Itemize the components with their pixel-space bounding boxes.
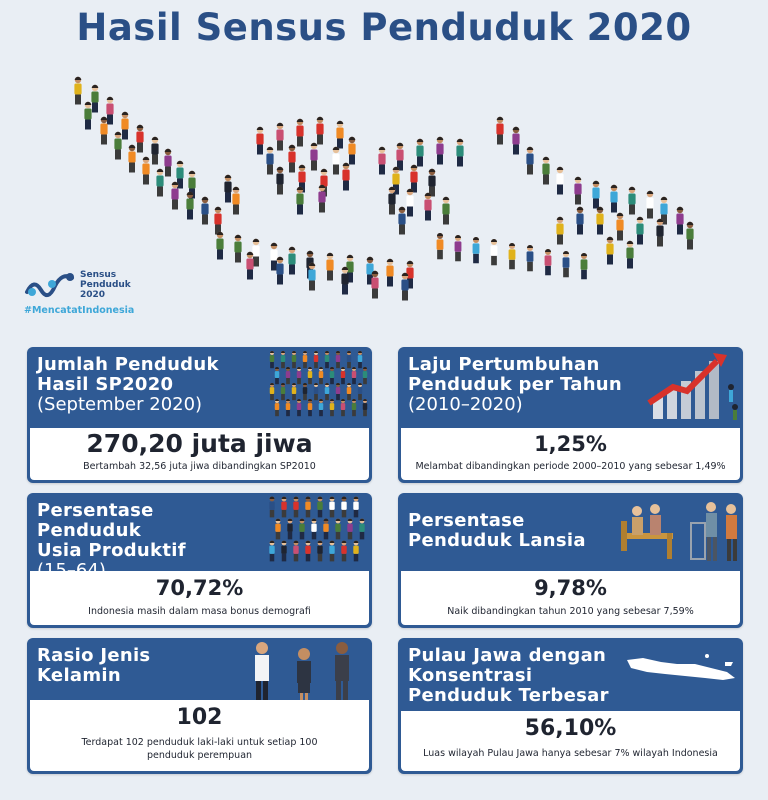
card-header (27, 347, 372, 425)
person-figure (341, 399, 345, 416)
person-figure (234, 235, 241, 263)
person-figure (275, 399, 279, 416)
card-body (401, 711, 740, 771)
person-figure (224, 175, 231, 203)
person-figure (305, 541, 310, 562)
person-figure (114, 132, 121, 160)
person-figure (455, 235, 462, 261)
card-note: Luas wilayah Pulau Jawa hanya sebesar 7% wilayah Indonesia (423, 748, 718, 759)
person-figure (342, 163, 349, 191)
person-figure (286, 367, 290, 384)
card-header (27, 493, 372, 571)
person-figure (358, 351, 362, 368)
page-title: Hasil Sensus Penduduk 2020 (76, 6, 692, 49)
person-figure (296, 119, 303, 147)
person-figure (526, 147, 533, 175)
card-value: 9,78% (534, 576, 607, 600)
card-note: Indonesia masih dalam masa bonus demografi (88, 606, 311, 617)
person-figure (314, 351, 318, 368)
growth-chart-illustration-icon (643, 347, 743, 423)
person-figure (341, 367, 345, 384)
person-figure (317, 497, 322, 518)
card-value: 70,72% (155, 576, 244, 600)
person-figure (297, 367, 301, 384)
person-figure (106, 97, 113, 125)
person-figure (576, 207, 583, 235)
person-figure (319, 367, 323, 384)
person-figure (563, 251, 570, 277)
logo-line2: Penduduk (80, 280, 131, 290)
person-figure (270, 351, 274, 368)
crowd-illustration-icon (262, 347, 372, 423)
person-figure (281, 383, 285, 400)
person-figure (286, 399, 290, 416)
person-figure (330, 399, 334, 416)
person-figure (246, 252, 253, 280)
person-figure (164, 149, 171, 177)
card-value: 102 (176, 705, 223, 730)
person-figure (308, 399, 312, 416)
person-figure (424, 193, 431, 221)
person-figure (596, 207, 603, 235)
person-figure (151, 137, 158, 165)
card-value: 56,10% (524, 716, 617, 741)
person-figure (292, 351, 296, 368)
person-figure (542, 157, 549, 185)
person-figure (308, 263, 315, 291)
person-figure (142, 157, 149, 185)
person-figure (293, 497, 298, 518)
person-figure (288, 145, 295, 173)
person-figure (292, 383, 296, 400)
person-figure (201, 197, 208, 225)
card-title: Laju Pertumbuhan Penduduk per Tahun (408, 354, 623, 395)
person-figure (456, 139, 463, 167)
person-figure (216, 232, 223, 260)
person-figure (276, 167, 283, 195)
person-figure (100, 117, 107, 145)
card-value: 270,20 juta jiwa (86, 429, 313, 458)
person-figure (296, 187, 303, 215)
card-title: Rasio Jenis Kelamin (37, 645, 151, 686)
person-figure (386, 259, 393, 287)
person-figure (299, 519, 304, 540)
person-figure (378, 147, 385, 175)
person-figure (606, 237, 613, 265)
person-figure (329, 541, 334, 562)
person-figure (281, 541, 286, 562)
person-figure (91, 85, 98, 113)
person-figure (436, 137, 443, 165)
person-figure (527, 245, 534, 271)
person-figure (293, 541, 298, 562)
person-figure (323, 519, 328, 540)
person-figure (646, 191, 653, 219)
person-figure (136, 125, 143, 153)
person-figure (275, 519, 280, 540)
person-figure (491, 239, 498, 265)
person-figure (626, 241, 633, 269)
person-figure (428, 169, 435, 197)
person-figure (442, 197, 449, 225)
person-figure (84, 102, 91, 130)
person-figure (121, 112, 128, 140)
card-note: Bertambah 32,56 juta jiwa dibandingkan SP2010 (83, 461, 316, 472)
person-figure (325, 351, 329, 368)
person-figure (325, 383, 329, 400)
person-figure (341, 541, 346, 562)
person-figure (636, 217, 643, 245)
person-figure (318, 185, 325, 213)
person-figure (214, 207, 221, 235)
person-figure (581, 253, 588, 279)
card-header (398, 347, 743, 425)
logo-text (80, 270, 131, 300)
person-figure (288, 247, 295, 275)
person-figure (363, 399, 367, 416)
person-figure (352, 399, 356, 416)
sensus-logo (24, 268, 154, 320)
card-header (398, 493, 743, 571)
person-figure (303, 383, 307, 400)
person-figure (512, 127, 519, 155)
person-figure (275, 367, 279, 384)
person-figure (269, 497, 274, 518)
person-figure (545, 249, 552, 275)
person-figure (592, 181, 599, 209)
elderly-illustration-icon (613, 493, 743, 569)
person-figure (347, 383, 351, 400)
card-title: Persentase Penduduk Usia Produktif (37, 500, 186, 561)
person-figure (616, 213, 623, 241)
java-map-illustration-icon (613, 638, 743, 698)
card-subtitle: (September 2020) (37, 394, 203, 415)
person-figure (359, 519, 364, 540)
card-subtitle: (2010–2020) (408, 394, 523, 415)
person-figure (347, 519, 352, 540)
person-figure (319, 399, 323, 416)
person-figure (336, 383, 340, 400)
person-figure (396, 143, 403, 171)
card-header (398, 638, 743, 716)
person-figure (270, 383, 274, 400)
person-figure (676, 207, 683, 235)
person-figure (311, 519, 316, 540)
person-figure (353, 541, 358, 562)
person-figure (406, 189, 413, 217)
logo-hashtag: #MencatatIndonesia (24, 305, 135, 316)
card-title: Persentase Penduduk Lansia (408, 510, 586, 551)
person-figure (348, 137, 355, 165)
card-note: Melambat dibandingkan periode 2000–2010 yang sebesar 1,49% (415, 461, 726, 472)
card-value: 1,25% (534, 432, 607, 456)
card-laju-pertumbuhan (398, 347, 743, 483)
person-figure (398, 207, 405, 235)
card-body (401, 571, 740, 625)
person-figure (335, 519, 340, 540)
card-pulau-jawa (398, 638, 743, 774)
person-figure (276, 123, 283, 151)
person-figure (171, 182, 178, 210)
person-figure (347, 351, 351, 368)
card-title: Pulau Jawa dengan Konsentrasi Penduduk Terbesar (408, 645, 609, 706)
person-figure (341, 267, 348, 295)
card-jumlah-penduduk (27, 347, 372, 483)
person-figure (371, 271, 378, 299)
person-figure (276, 257, 283, 285)
card-penduduk-lansia (398, 493, 743, 628)
card-body (30, 571, 369, 625)
person-figure (269, 541, 274, 562)
person-figure (266, 147, 273, 175)
person-figure (336, 121, 343, 149)
person-figure (473, 237, 480, 263)
person-figure (186, 192, 193, 220)
card-note: Naik dibandingkan tahun 2010 yang sebesar 7,59% (447, 606, 694, 617)
person-figure (388, 187, 395, 215)
person-figure (352, 367, 356, 384)
person-figure (353, 497, 358, 518)
person-figure (556, 217, 563, 245)
person-figure (686, 222, 693, 250)
person-figure (628, 187, 635, 215)
sensus-logo-icon (24, 268, 78, 300)
person-figure (156, 169, 163, 197)
person-figure (308, 367, 312, 384)
person-figure (329, 497, 334, 518)
card-note: Terdapat 102 penduduk laki-laki untuk setiap 100 penduduk perempuan (81, 737, 318, 761)
person-figure (316, 117, 323, 145)
person-figure (303, 351, 307, 368)
person-figure (128, 145, 135, 173)
logo-line1: Sensus (80, 270, 117, 280)
person-figure (310, 143, 317, 171)
card-title: Jumlah Penduduk Hasil SP2020 (37, 354, 219, 395)
person-figure (336, 351, 340, 368)
card-body (401, 428, 740, 480)
person-figure (610, 185, 617, 213)
person-figure (330, 367, 334, 384)
person-figure (437, 233, 444, 259)
person-figure (509, 243, 516, 269)
person-figure (281, 351, 285, 368)
person-figure (326, 253, 333, 281)
person-figure (281, 497, 286, 518)
person-figure (363, 367, 367, 384)
person-figure (496, 117, 503, 145)
person-figure (74, 77, 81, 105)
person-figure (287, 519, 292, 540)
person-figure (256, 127, 263, 155)
workers-illustration-icon (262, 493, 372, 569)
card-body (30, 428, 369, 480)
card-usia-produktif (27, 493, 372, 628)
person-figure (410, 165, 417, 193)
card-body (30, 700, 369, 771)
person-figure (314, 383, 318, 400)
person-figure (297, 399, 301, 416)
person-figure (358, 383, 362, 400)
person-figure (416, 139, 423, 167)
person-figure (656, 219, 663, 247)
person-figure (574, 177, 581, 205)
person-figure (401, 273, 408, 301)
person-figure (556, 167, 563, 195)
card-rasio-jenis-kelamin (27, 638, 372, 774)
person-figure (332, 147, 339, 175)
person-figure (232, 187, 239, 215)
logo-line3: 2020 (80, 290, 106, 300)
person-figure (305, 497, 310, 518)
person-figure (341, 497, 346, 518)
person-figure (317, 541, 322, 562)
